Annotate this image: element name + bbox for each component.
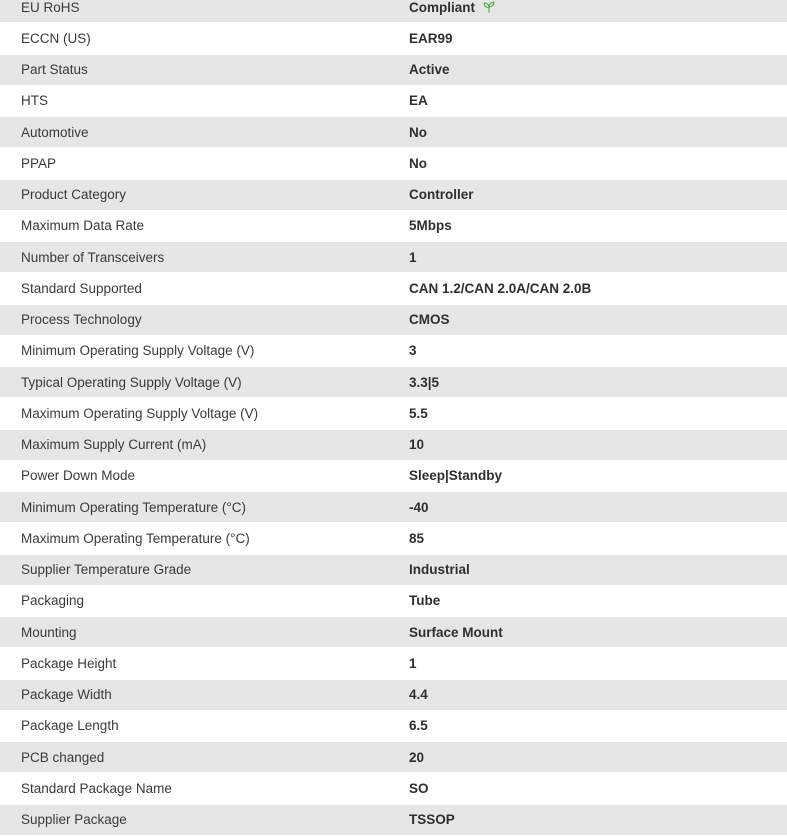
- spec-label: PCB changed: [21, 749, 105, 765]
- spec-row-power-down-mode: [0, 461, 787, 492]
- spec-label: Minimum Operating Temperature (°C): [21, 499, 246, 515]
- spec-value: 1: [409, 655, 417, 671]
- spec-row-eu-rohs: [0, 0, 787, 23]
- spec-row-package-height: [0, 648, 787, 679]
- spec-label: Product Category: [21, 187, 127, 203]
- spec-value: CAN 1.2/CAN 2.0A/CAN 2.0B: [409, 280, 592, 296]
- spec-label: Standard Supported: [21, 280, 142, 296]
- spec-row-standard-supported: [0, 273, 787, 304]
- spec-label: Maximum Supply Current (mA): [21, 437, 207, 453]
- spec-value: 3: [409, 343, 417, 359]
- spec-value: 5Mbps: [409, 218, 452, 234]
- spec-value: Industrial: [409, 562, 470, 578]
- spec-row-automotive: [0, 117, 787, 148]
- spec-row-max-operating-temperature: [0, 523, 787, 554]
- spec-row-typ-operating-supply-voltage: [0, 367, 787, 398]
- spec-label: Package Height: [21, 655, 117, 671]
- spec-value: No: [409, 124, 427, 140]
- spec-value: Controller: [409, 187, 474, 203]
- spec-value: Compliant: [409, 0, 475, 15]
- spec-label: PPAP: [21, 155, 57, 171]
- spec-row-pcb-changed: [0, 742, 787, 773]
- spec-row-min-operating-supply-voltage: [0, 336, 787, 367]
- spec-row-maximum-data-rate: [0, 211, 787, 242]
- spec-row-hts: [0, 86, 787, 117]
- spec-label: Mounting: [21, 624, 77, 640]
- spec-row-package-length: [0, 711, 787, 742]
- spec-label: Maximum Operating Temperature (°C): [21, 530, 250, 546]
- spec-label: Typical Operating Supply Voltage (V): [21, 374, 242, 390]
- spec-value: -40: [409, 499, 429, 515]
- spec-label: Automotive: [21, 124, 89, 140]
- spec-row-package-width: [0, 680, 787, 711]
- spec-row-standard-package-name: [0, 773, 787, 804]
- spec-value: EA: [409, 93, 428, 109]
- spec-label: Standard Package Name: [21, 780, 172, 796]
- spec-value: Surface Mount: [409, 624, 503, 640]
- spec-label: ECCN (US): [21, 30, 91, 46]
- spec-row-max-operating-supply-voltage: [0, 398, 787, 429]
- spec-row-ppap: [0, 148, 787, 179]
- spec-value: 10: [409, 437, 425, 453]
- spec-value: Active: [409, 62, 450, 78]
- spec-label: HTS: [21, 93, 48, 109]
- spec-label: Power Down Mode: [21, 468, 136, 484]
- spec-label: Package Width: [21, 687, 112, 703]
- spec-value: Tube: [409, 593, 441, 609]
- spec-row-eccn-us: [0, 23, 787, 54]
- spec-value: EAR99: [409, 30, 453, 46]
- spec-value: 85: [409, 530, 425, 546]
- spec-value: 6.5: [409, 718, 428, 734]
- spec-value: 3.3|5: [409, 374, 440, 390]
- spec-value: 4.4: [409, 687, 428, 703]
- spec-label: Packaging: [21, 593, 85, 609]
- spec-row-max-supply-current: [0, 430, 787, 461]
- spec-label: Package Length: [21, 718, 119, 734]
- spec-row-part-status: [0, 55, 787, 86]
- spec-value: No: [409, 155, 427, 171]
- spec-label: Minimum Operating Supply Voltage (V): [21, 343, 255, 359]
- leaf-icon: [482, 0, 496, 14]
- spec-value: 1: [409, 249, 417, 265]
- spec-label: Maximum Operating Supply Voltage (V): [21, 405, 259, 421]
- spec-label: Part Status: [21, 62, 88, 78]
- spec-value: SO: [409, 780, 429, 796]
- spec-value: CMOS: [409, 312, 450, 328]
- spec-label: Maximum Data Rate: [21, 218, 145, 234]
- spec-row-mounting: [0, 617, 787, 648]
- spec-row-packaging: [0, 586, 787, 617]
- spec-row-supplier-package: [0, 805, 787, 836]
- spec-value: Sleep|Standby: [409, 468, 503, 484]
- spec-label: Number of Transceivers: [21, 249, 165, 265]
- spec-row-process-technology: [0, 305, 787, 336]
- spec-row-min-operating-temperature: [0, 492, 787, 523]
- spec-label: Supplier Temperature Grade: [21, 562, 192, 578]
- spec-value: TSSOP: [409, 812, 455, 828]
- spec-value: 5.5: [409, 405, 428, 421]
- spec-value: 20: [409, 749, 425, 765]
- spec-value-wrapper: [388, 0, 496, 15]
- spec-row-number-of-transceivers: [0, 242, 787, 273]
- spec-label: Supplier Package: [21, 812, 127, 828]
- spec-row-supplier-temperature-grade: [0, 555, 787, 586]
- spec-row-product-category: [0, 180, 787, 211]
- spec-label: EU RoHS: [21, 0, 80, 15]
- spec-label: Process Technology: [21, 312, 142, 328]
